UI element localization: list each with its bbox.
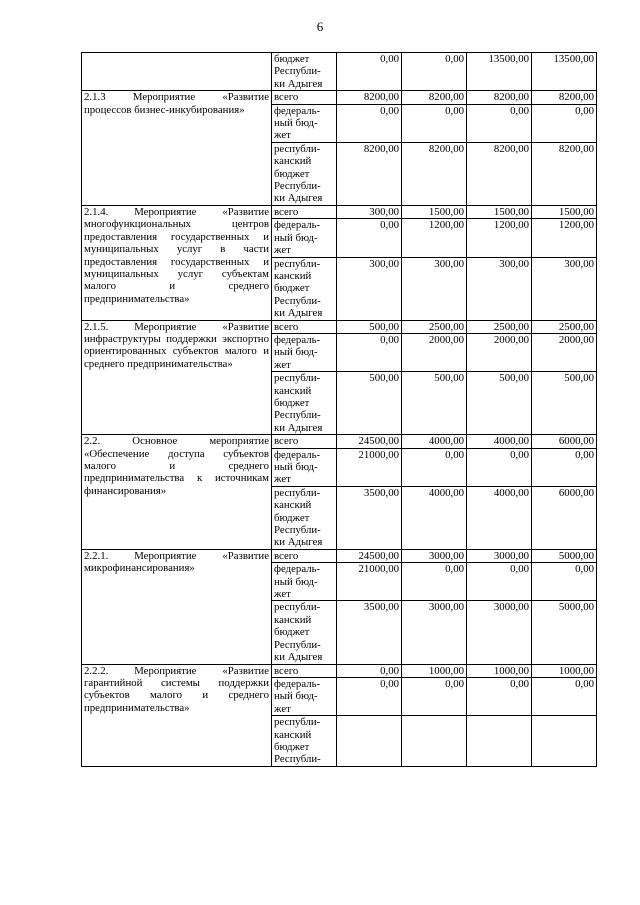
funding-source-line: ки Адыгея: [274, 192, 323, 205]
funding-source-cell: [272, 333, 337, 371]
amount-cell: 3000,00: [467, 601, 532, 664]
amount-cell: 8200,00: [402, 142, 467, 205]
amount-cell: 2000,00: [402, 333, 467, 371]
funding-source-line: бюджет: [274, 282, 310, 295]
table-row-continuation: [82, 53, 597, 91]
amount-cell: 0,00: [337, 333, 402, 371]
funding-source-cell: [272, 257, 337, 320]
funding-source-line: республи-: [274, 142, 321, 155]
funding-source-cell: [272, 91, 337, 104]
funding-source-line: ный бюд-: [274, 575, 318, 588]
funding-source-line: бюджет: [274, 396, 310, 409]
funding-source-line: Республи-: [274, 294, 321, 307]
amount-cell: 6000,00: [532, 486, 597, 549]
funding-source-line: ки Адыгея: [274, 307, 323, 320]
amount-cell: 4000,00: [467, 486, 532, 549]
funding-source-line: республи-: [274, 601, 321, 614]
amount-cell: 0,00: [467, 677, 532, 715]
amount-cell: 0,00: [532, 448, 597, 486]
funding-source-line: бюджет: [274, 511, 310, 524]
amount-cell: 0,00: [532, 677, 597, 715]
table-row: [82, 549, 597, 562]
funding-source-line: Республи-: [274, 524, 321, 537]
amount-cell: 8200,00: [467, 142, 532, 205]
amount-cell: 13500,00: [467, 53, 532, 91]
funding-source-cell: [272, 677, 337, 715]
amount-cell: 0,00: [337, 219, 402, 257]
amount-cell: 2500,00: [402, 320, 467, 333]
amount-cell: 1500,00: [402, 205, 467, 218]
table-row: [82, 664, 597, 677]
funding-source-cell: [272, 549, 337, 562]
amount-cell: 0,00: [337, 677, 402, 715]
amount-cell: 21000,00: [337, 448, 402, 486]
amount-cell: 13500,00: [532, 53, 597, 91]
amount-cell: 8200,00: [402, 91, 467, 104]
funding-source-line: всего: [274, 320, 299, 333]
amount-cell: 500,00: [402, 372, 467, 435]
funding-source-cell: [272, 716, 337, 767]
amount-cell: [532, 716, 597, 767]
funding-source-cell: [272, 563, 337, 601]
amount-cell: 3500,00: [337, 601, 402, 664]
activity-name-cell: 2.2.1. Мероприятие «Развитие микрофинансирования»: [82, 549, 272, 664]
funding-source-line: ный бюд-: [274, 117, 318, 130]
funding-source-line: республи-: [274, 486, 321, 499]
amount-cell: 500,00: [337, 320, 402, 333]
funding-source-line: ки Адыгея: [274, 77, 323, 90]
funding-source-cell: [272, 435, 337, 448]
amount-cell: 300,00: [337, 257, 402, 320]
amount-cell: 300,00: [337, 205, 402, 218]
funding-source-line: ный бюд-: [274, 461, 318, 473]
activity-name-cell: 2.1.3 Мероприятие «Развитие процессов бизнес-инкубирования»: [82, 91, 272, 206]
amount-cell: 0,00: [337, 664, 402, 677]
amount-cell: 0,00: [337, 53, 402, 91]
funding-source-line: жет: [274, 588, 291, 601]
amount-cell: 24500,00: [337, 435, 402, 448]
amount-cell: [467, 716, 532, 767]
activity-name-cell: 2.2.2. Мероприятие «Развитие гарантийной системы поддержки субъектов малого и среднего предпринимательства»: [82, 664, 272, 766]
table-row: [82, 91, 597, 104]
funding-source-line: всего: [274, 549, 299, 562]
funding-source-line: республи-: [274, 716, 321, 729]
amount-cell: 3000,00: [402, 601, 467, 664]
funding-source-line: ный бюд-: [274, 346, 318, 359]
amount-cell: 0,00: [532, 563, 597, 601]
funding-source-line: республи-: [274, 257, 321, 270]
amount-cell: 5000,00: [532, 549, 597, 562]
amount-cell: 3000,00: [467, 549, 532, 562]
funding-source-cell: [272, 448, 337, 486]
amount-cell: 2500,00: [467, 320, 532, 333]
amount-cell: 1200,00: [532, 219, 597, 257]
amount-cell: 300,00: [467, 257, 532, 320]
funding-source-line: ки Адыгея: [274, 651, 323, 664]
amount-cell: 21000,00: [337, 563, 402, 601]
funding-source-line: всего: [274, 435, 299, 448]
activity-name-cell: 2.1.5. Мероприятие «Развитие инфраструктуры поддержки экспортно ориентированных субъектов малого и среднего предпринимательства»: [82, 320, 272, 435]
amount-cell: 0,00: [532, 104, 597, 142]
funding-source-line: Республи-: [274, 753, 321, 766]
funding-source-line: канский: [274, 384, 312, 397]
amount-cell: 500,00: [337, 372, 402, 435]
amount-cell: 0,00: [467, 448, 532, 486]
amount-cell: 4000,00: [467, 435, 532, 448]
funding-source-line: бюджет: [274, 626, 310, 639]
funding-source-line: ный бюд-: [274, 690, 318, 703]
amount-cell: 0,00: [402, 104, 467, 142]
amount-cell: 5000,00: [532, 601, 597, 664]
page-number: 6: [316, 19, 324, 34]
amount-cell: 0,00: [467, 104, 532, 142]
table-row: [82, 320, 597, 333]
amount-cell: 1000,00: [402, 664, 467, 677]
amount-cell: 0,00: [402, 53, 467, 91]
amount-cell: [402, 716, 467, 767]
funding-source-line: всего: [274, 205, 299, 218]
funding-source-line: ки Адыгея: [274, 421, 323, 434]
funding-source-line: федераль-: [274, 677, 321, 690]
amount-cell: 0,00: [402, 448, 467, 486]
amount-cell: [337, 716, 402, 767]
funding-source-line: жет: [274, 244, 291, 257]
amount-cell: 1200,00: [402, 219, 467, 257]
activity-name-cell: 2.1.4. Мероприятие «Развитие многофункциональных центров предоставления государственных и муниципальных услуг в части предоставления государственных и муниципальных услуг субъектам малого и среднего предпринимательства»: [82, 205, 272, 320]
funding-source-line: всего: [274, 664, 299, 677]
table-row: [82, 435, 597, 448]
funding-source-line: федераль-: [274, 104, 321, 117]
funding-source-cell: [272, 372, 337, 435]
funding-source-line: всего: [274, 91, 299, 104]
amount-cell: 8200,00: [337, 142, 402, 205]
funding-source-cell: [272, 601, 337, 664]
funding-source-line: жет: [274, 702, 291, 715]
budget-table-body: [82, 53, 597, 767]
funding-source-line: республи-: [274, 372, 321, 385]
funding-source-cell: [272, 205, 337, 218]
funding-source-line: Республи-: [274, 65, 321, 78]
funding-source-line: Республи-: [274, 638, 321, 651]
amount-cell: 500,00: [532, 372, 597, 435]
amount-cell: 2000,00: [532, 333, 597, 371]
activity-name-cell: [82, 53, 272, 91]
amount-cell: 8200,00: [532, 91, 597, 104]
funding-source-cell: [272, 219, 337, 257]
funding-source-cell: [272, 53, 337, 91]
funding-source-cell: [272, 486, 337, 549]
amount-cell: 0,00: [337, 104, 402, 142]
funding-source-line: бюджет: [274, 53, 310, 65]
funding-source-cell: [272, 104, 337, 142]
funding-source-line: канский: [274, 613, 312, 626]
funding-source-line: Республи-: [274, 409, 321, 422]
activity-name-cell: 2.2. Основное мероприятие «Обеспечение доступа субъектов малого и среднего предпринимательства к источникам финансирования»: [82, 435, 272, 550]
amount-cell: 1000,00: [467, 664, 532, 677]
amount-cell: 8200,00: [337, 91, 402, 104]
amount-cell: 1200,00: [467, 219, 532, 257]
amount-cell: 500,00: [467, 372, 532, 435]
funding-source-cell: [272, 142, 337, 205]
funding-source-line: федераль-: [274, 219, 321, 232]
amount-cell: 0,00: [467, 563, 532, 601]
funding-source-line: федераль-: [274, 563, 321, 576]
funding-source-line: жет: [274, 358, 291, 371]
amount-cell: 24500,00: [337, 549, 402, 562]
amount-cell: 3500,00: [337, 486, 402, 549]
funding-source-line: канский: [274, 269, 312, 282]
funding-source-line: бюджет: [274, 740, 310, 753]
amount-cell: 6000,00: [532, 435, 597, 448]
funding-source-line: жет: [274, 473, 291, 486]
amount-cell: 2000,00: [467, 333, 532, 371]
funding-source-line: Республи-: [274, 180, 321, 193]
amount-cell: 0,00: [402, 563, 467, 601]
amount-cell: 8200,00: [532, 142, 597, 205]
amount-cell: 3000,00: [402, 549, 467, 562]
funding-source-cell: [272, 320, 337, 333]
funding-source-line: ки Адыгея: [274, 536, 323, 549]
amount-cell: 2500,00: [532, 320, 597, 333]
amount-cell: 1000,00: [532, 664, 597, 677]
funding-source-line: федераль-: [274, 448, 321, 461]
funding-source-line: федераль-: [274, 333, 321, 346]
amount-cell: 8200,00: [467, 91, 532, 104]
funding-source-line: канский: [274, 155, 312, 168]
funding-source-line: жет: [274, 129, 291, 142]
funding-source-line: канский: [274, 728, 312, 741]
budget-table: [81, 52, 597, 767]
amount-cell: 1500,00: [532, 205, 597, 218]
amount-cell: 300,00: [532, 257, 597, 320]
funding-source-cell: [272, 664, 337, 677]
funding-source-line: канский: [274, 499, 312, 512]
amount-cell: 4000,00: [402, 435, 467, 448]
amount-cell: 4000,00: [402, 486, 467, 549]
amount-cell: 1500,00: [467, 205, 532, 218]
amount-cell: 300,00: [402, 257, 467, 320]
amount-cell: 0,00: [402, 677, 467, 715]
funding-source-line: бюджет: [274, 167, 310, 180]
funding-source-line: ный бюд-: [274, 231, 318, 244]
table-row: [82, 205, 597, 218]
